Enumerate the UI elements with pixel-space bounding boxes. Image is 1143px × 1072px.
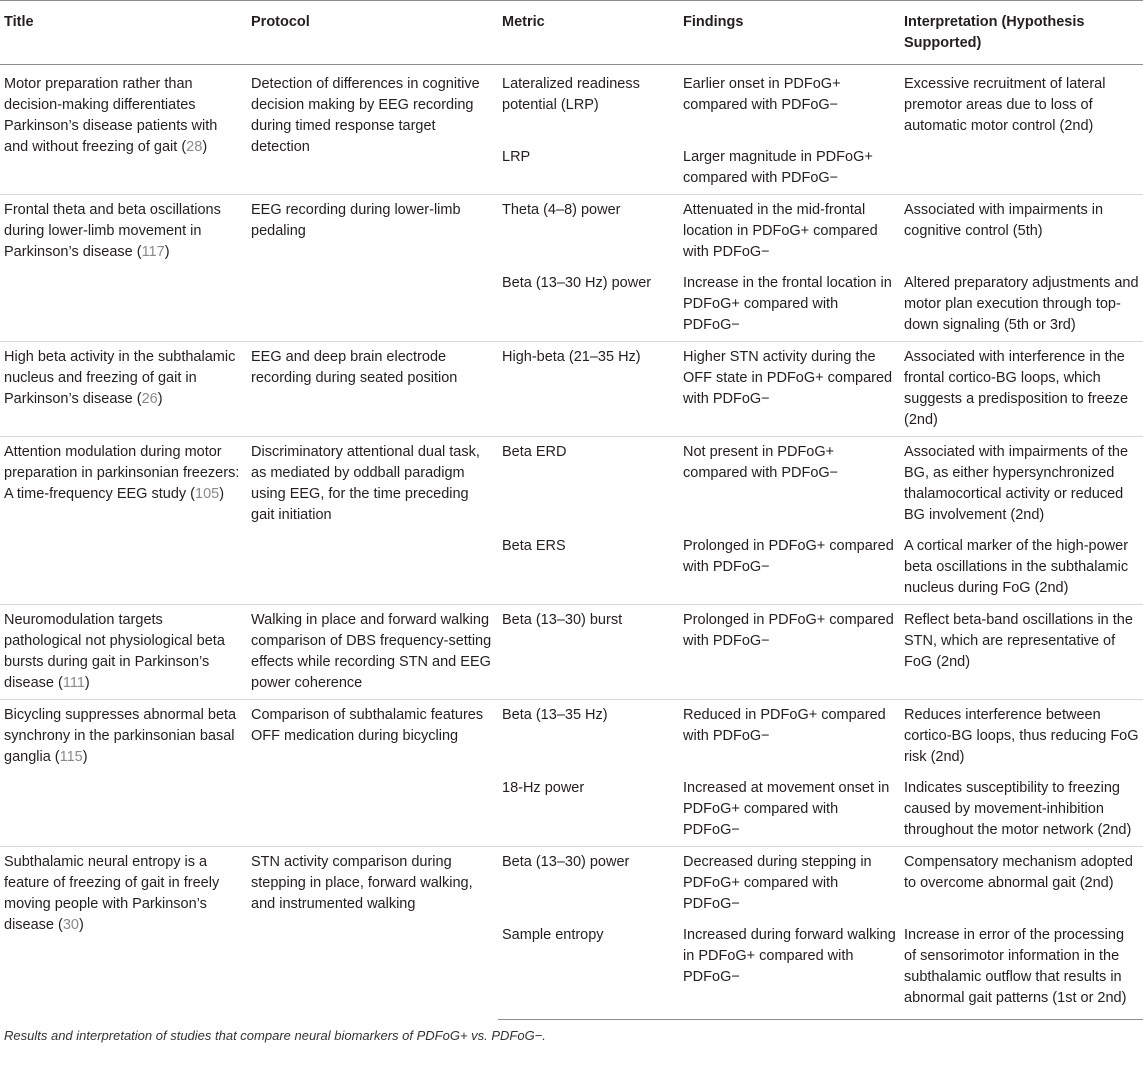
cell-protocol: Discriminatory attentional dual task, as mediated by oddball paradigm using EEG, for the time preceding gait initiation [247, 437, 498, 605]
cell-metric: Lateralized readiness potential (LRP) [502, 76, 640, 113]
cell-title [0, 65, 247, 195]
cell-title [0, 847, 247, 1020]
ref-close-paren: ) [157, 391, 163, 407]
cell-metric: 18-Hz power [502, 780, 585, 796]
study-title: High beta activity in the subthalamic nucleus and freezing of gait in Parkinson’s disease ( [4, 349, 236, 407]
table-row [0, 700, 1143, 774]
ref-close-paren: ) [219, 486, 225, 502]
table-row [0, 65, 1143, 143]
cell-metric: Theta (4–8) power [498, 195, 679, 269]
cell-findings: Not present in PDFoG+ compared with PDFoG− [679, 437, 900, 532]
cell-interpretation: Altered preparatory adjustments and motor plan execution through top-down signaling (5th or 3rd) [904, 275, 1139, 333]
ref-close-paren: ) [78, 917, 84, 933]
cell-interpretation: Reflect beta-band oscillations in the STN, which are representative of FoG (2nd) [900, 605, 1143, 700]
study-title: Bicycling suppresses abnormal beta synchrony in the parkinsonian basal ganglia ( [4, 707, 237, 765]
cell-interpretation: Excessive recruitment of lateral premotor areas due to loss of automatic motor control (2nd) [904, 76, 1106, 134]
cell-title [0, 195, 247, 342]
cell-metric: LRP [502, 149, 531, 165]
reference-number[interactable]: 30 [62, 917, 79, 933]
reference-number[interactable]: 105 [195, 486, 220, 502]
cell-findings: Increased during forward walking in PDFoG+ compared with PDFoG− [679, 920, 900, 1020]
study-title: Neuromodulation targets pathological not physiological beta bursts during gait in Parkinson’s disease ( [4, 612, 225, 691]
cell-protocol: EEG and deep brain electrode recording during seated position [247, 342, 498, 437]
cell-protocol: Detection of differences in cognitive decision making by EEG recording during timed response target detection [251, 76, 480, 155]
reference-number[interactable]: 111 [62, 675, 85, 691]
cell-interpretation: Associated with interference in the frontal cortico-BG loops, which suggests a predisposition to freeze (2nd) [900, 342, 1143, 437]
cell-interpretation: Associated with impairments of the BG, as either hypersynchronized thalamocortical activity or reduced BG involvement (2nd) [900, 437, 1143, 532]
study-title: Subthalamic neural entropy is a feature of freezing of gait in freely moving people with Parkinson’s disease ( [4, 854, 220, 933]
table-row [0, 605, 1143, 700]
header-row [0, 1, 1143, 65]
ref-close-paren: ) [202, 139, 208, 155]
cell-title [0, 700, 247, 847]
header-interpretation: Interpretation (Hypothesis Supported) [900, 1, 1143, 65]
cell-interpretation: A cortical marker of the high-power beta oscillations in the subthalamic nucleus during FoG (2nd) [904, 538, 1129, 596]
study-title: Frontal theta and beta oscillations during lower-limb movement in Parkinson’s disease ( [4, 202, 221, 260]
cell-interpretation [900, 142, 1143, 195]
cell-interpretation: Compensatory mechanism adopted to overcome abnormal gait (2nd) [900, 847, 1143, 921]
cell-interpretation: Indicates susceptibility to freezing caused by movement-inhibition throughout the motor network (2nd) [904, 780, 1132, 838]
reference-number[interactable]: 28 [186, 139, 203, 155]
reference-number[interactable]: 117 [141, 244, 165, 260]
cell-metric: Beta (13–30) power [498, 847, 679, 921]
cell-protocol: EEG recording during lower-limb pedaling [247, 195, 498, 342]
cell-title [0, 605, 247, 700]
cell-interpretation: Reduces interference between cortico-BG loops, thus reducing FoG risk (2nd) [900, 700, 1143, 774]
cell-findings: Prolonged in PDFoG+ compared with PDFoG− [679, 605, 900, 700]
reference-number[interactable]: 115 [59, 749, 83, 765]
table-caption: Results and interpretation of studies that compare neural biomarkers of PDFoG+ vs. PDFoG−. [4, 1028, 546, 1043]
cell-metric: Beta ERD [498, 437, 679, 532]
ref-close-paren: ) [164, 244, 170, 260]
cell-metric: Beta (13–35 Hz) [498, 700, 679, 774]
cell-title [0, 437, 247, 605]
cell-findings: Earlier onset in PDFoG+ compared with PDFoG− [683, 76, 841, 113]
cell-findings: Increase in the frontal location in PDFoG+ compared with PDFoG− [683, 275, 892, 333]
study-title: Motor preparation rather than decision-making differentiates Parkinson’s disease patients with and without freezing of gait ( [4, 76, 218, 155]
cell-findings: Higher STN activity during the OFF state in PDFoG+ compared with PDFoG− [679, 342, 900, 437]
ref-close-paren: ) [82, 749, 88, 765]
table-body [0, 65, 1143, 1020]
ref-close-paren: ) [84, 675, 90, 691]
cell-title [0, 342, 247, 437]
table-row [0, 847, 1143, 921]
cell-findings: Increased at movement onset in PDFoG+ compared with PDFoG− [683, 780, 890, 838]
header-findings: Findings [679, 1, 900, 65]
cell-findings: Reduced in PDFoG+ compared with PDFoG− [679, 700, 900, 774]
cell-metric: Beta (13–30) burst [498, 605, 679, 700]
cell-metric: High-beta (21–35 Hz) [498, 342, 679, 437]
table-row [0, 195, 1143, 269]
cell-interpretation: Associated with impairments in cognitive control (5th) [900, 195, 1143, 269]
cell-metric: Beta ERS [502, 538, 566, 554]
cell-protocol: STN activity comparison during stepping in place, forward walking, and instrumented walking [247, 847, 498, 1020]
cell-findings: Larger magnitude in PDFoG+ compared with PDFoG− [683, 149, 873, 186]
cell-protocol: Comparison of subthalamic features OFF medication during bicycling [247, 700, 498, 847]
table-row [0, 342, 1143, 437]
header-protocol: Protocol [247, 1, 498, 65]
header-title: Title [0, 1, 247, 65]
cell-metric: Sample entropy [498, 920, 679, 1020]
study-title: Attention modulation during motor preparation in parkinsonian freezers: A time-frequency EEG study ( [4, 444, 240, 502]
cell-findings: Attenuated in the mid-frontal location in PDFoG+ compared with PDFoG− [679, 195, 900, 269]
cell-metric: Beta (13–30 Hz) power [502, 275, 652, 291]
cell-findings: Prolonged in PDFoG+ compared with PDFoG− [683, 538, 894, 575]
cell-findings: Decreased during stepping in PDFoG+ compared with PDFoG− [679, 847, 900, 921]
reference-number[interactable]: 26 [141, 391, 158, 407]
cell-interpretation: Increase in error of the processing of sensorimotor information in the subthalamic outflow that results in abnormal gait patterns (1st or 2nd) [900, 920, 1143, 1020]
table-row [0, 437, 1143, 532]
header-metric: Metric [498, 1, 679, 65]
cell-protocol: Walking in place and forward walking comparison of DBS frequency-setting effects while recording STN and EEG power coherence [247, 605, 498, 700]
